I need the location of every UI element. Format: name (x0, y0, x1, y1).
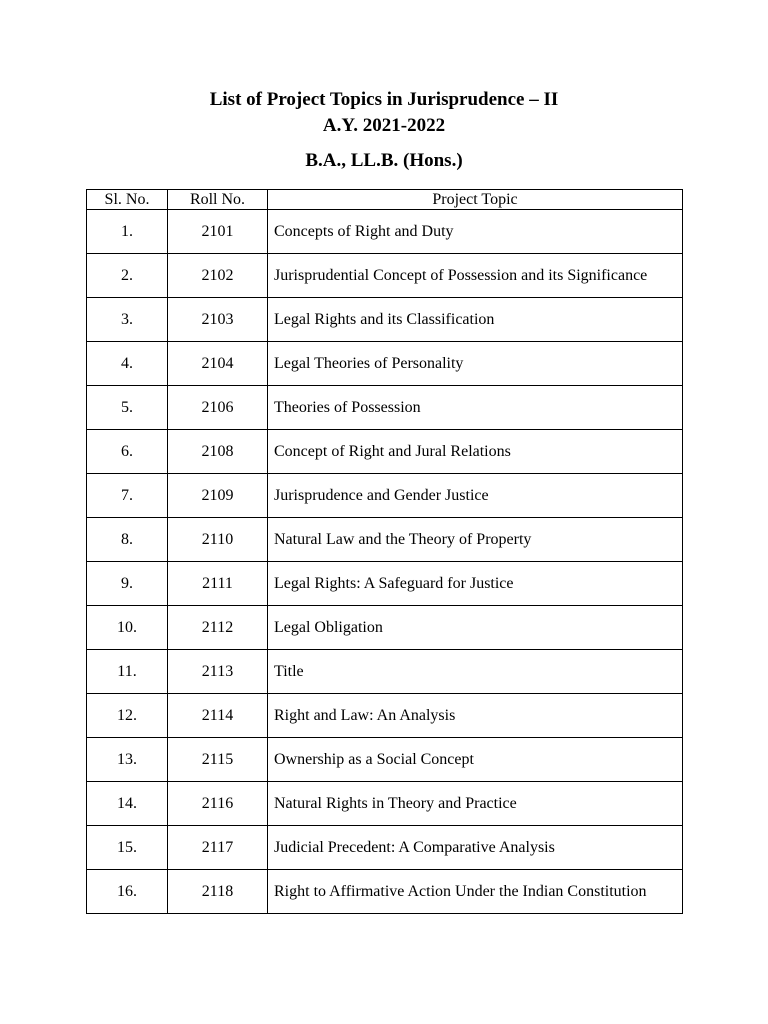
project-topics-table (86, 189, 683, 914)
sl-no-cell: 13. (87, 738, 168, 782)
topic-cell: Judicial Precedent: A Comparative Analysis (268, 826, 683, 870)
sl-no-cell: 5. (87, 386, 168, 430)
roll-no-cell: 2111 (168, 562, 268, 606)
roll-no-cell: 2118 (168, 870, 268, 914)
topic-cell: Right to Affirmative Action Under the Indian Constitution (268, 870, 683, 914)
sl-no-cell: 10. (87, 606, 168, 650)
roll-no-cell: 2113 (168, 650, 268, 694)
roll-no-cell: 2116 (168, 782, 268, 826)
sl-no-cell: 16. (87, 870, 168, 914)
sl-no-cell: 14. (87, 782, 168, 826)
roll-no-cell: 2115 (168, 738, 268, 782)
topic-cell: Title (268, 650, 683, 694)
table-row (87, 650, 683, 694)
table-row (87, 254, 683, 298)
table-row (87, 386, 683, 430)
sl-no-cell: 2. (87, 254, 168, 298)
topic-cell: Jurisprudence and Gender Justice (268, 474, 683, 518)
sl-no-cell: 1. (87, 210, 168, 254)
sl-no-cell: 9. (87, 562, 168, 606)
topic-cell: Legal Rights: A Safeguard for Justice (268, 562, 683, 606)
table-row (87, 298, 683, 342)
topic-cell: Legal Rights and its Classification (268, 298, 683, 342)
topic-cell: Natural Law and the Theory of Property (268, 518, 683, 562)
roll-no-cell: 2114 (168, 694, 268, 738)
roll-no-cell: 2109 (168, 474, 268, 518)
table-row (87, 518, 683, 562)
roll-no-cell: 2112 (168, 606, 268, 650)
sl-no-cell: 11. (87, 650, 168, 694)
header-project-topic: Project Topic (268, 190, 683, 210)
table-row (87, 342, 683, 386)
topic-cell: Legal Obligation (268, 606, 683, 650)
header-roll-no: Roll No. (168, 190, 268, 210)
topic-cell: Legal Theories of Personality (268, 342, 683, 386)
roll-no-cell: 2110 (168, 518, 268, 562)
table-row (87, 694, 683, 738)
sl-no-cell: 7. (87, 474, 168, 518)
table-row (87, 210, 683, 254)
roll-no-cell: 2101 (168, 210, 268, 254)
sl-no-cell: 6. (87, 430, 168, 474)
topic-cell: Natural Rights in Theory and Practice (268, 782, 683, 826)
sl-no-cell: 15. (87, 826, 168, 870)
table-row (87, 826, 683, 870)
table-row (87, 782, 683, 826)
roll-no-cell: 2108 (168, 430, 268, 474)
table-row (87, 474, 683, 518)
topic-cell: Right and Law: An Analysis (268, 694, 683, 738)
table-row (87, 870, 683, 914)
roll-no-cell: 2106 (168, 386, 268, 430)
topic-cell: Theories of Possession (268, 386, 683, 430)
table-row (87, 562, 683, 606)
table-header-row (87, 190, 683, 210)
topic-cell: Concept of Right and Jural Relations (268, 430, 683, 474)
roll-no-cell: 2117 (168, 826, 268, 870)
table-row (87, 738, 683, 782)
table-row (87, 606, 683, 650)
roll-no-cell: 2103 (168, 298, 268, 342)
roll-no-cell: 2104 (168, 342, 268, 386)
program-name: B.A., LL.B. (Hons.) (305, 150, 463, 171)
topic-cell: Jurisprudential Concept of Possession and its Significance (268, 254, 683, 298)
topic-cell: Concepts of Right and Duty (268, 210, 683, 254)
topic-cell: Ownership as a Social Concept (268, 738, 683, 782)
document-title: List of Project Topics in Jurisprudence – II (209, 89, 559, 110)
table-row (87, 430, 683, 474)
roll-no-cell: 2102 (168, 254, 268, 298)
header-sl-no: Sl. No. (87, 190, 168, 210)
sl-no-cell: 8. (87, 518, 168, 562)
academic-year: A.Y. 2021-2022 (322, 115, 446, 136)
sl-no-cell: 12. (87, 694, 168, 738)
sl-no-cell: 4. (87, 342, 168, 386)
sl-no-cell: 3. (87, 298, 168, 342)
